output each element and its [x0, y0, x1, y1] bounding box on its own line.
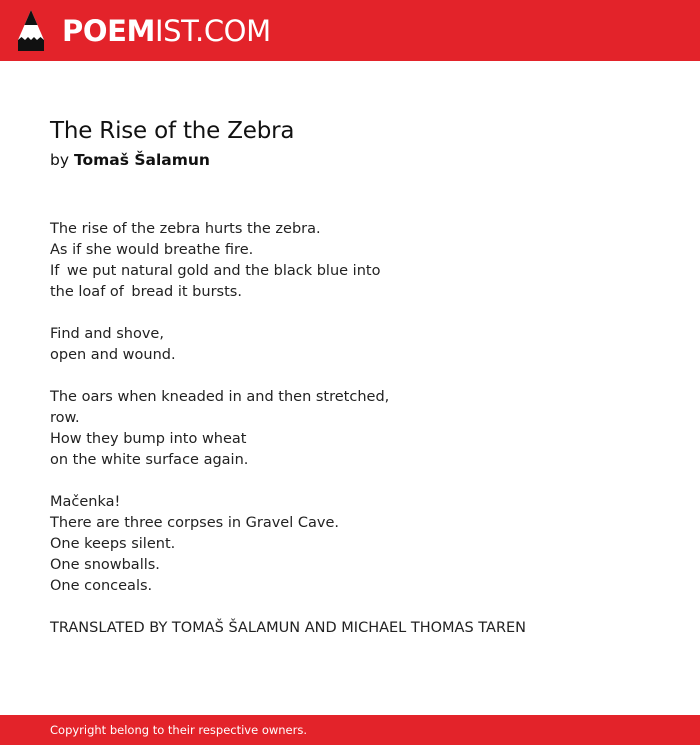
site-logo[interactable]	[62, 14, 271, 48]
poem-line: the loaf of bread it bursts.	[50, 284, 242, 300]
poem-line: How they bump into wheat	[50, 431, 247, 447]
poem-line: One snowballs.	[50, 557, 160, 573]
by-label: by	[50, 151, 70, 169]
site-footer	[0, 715, 700, 745]
poem-line: Find and shove,	[50, 326, 164, 342]
stanza	[50, 219, 670, 303]
poem-heading	[50, 116, 670, 171]
poem-line: There are three corpses in Gravel Cave.	[50, 515, 339, 531]
pencil-tip-icon[interactable]	[18, 10, 44, 51]
logo-bold-text: POEM	[62, 14, 155, 48]
poem-line: One conceals.	[50, 578, 153, 594]
poem-line: row.	[50, 410, 80, 426]
poem-line: One keeps silent.	[50, 536, 176, 552]
author-name: Tomaš Šalamun	[73, 151, 210, 169]
poem-line: open and wound.	[50, 347, 176, 363]
poem-line: Mačenka!	[50, 494, 121, 510]
poem-line: As if she would breathe fire.	[50, 242, 254, 258]
translator-credit: TRANSLATED BY TOMAŠ ŠALAMUN AND MICHAEL THOMAS TAREN	[50, 620, 527, 636]
stanza	[50, 387, 670, 471]
site-header	[0, 0, 700, 61]
poem-body	[50, 219, 670, 639]
poem-title: The Rise of the Zebra	[50, 118, 295, 144]
poem-line: The oars when kneaded in and then stretched,	[50, 389, 390, 405]
copyright-notice: Copyright belong to their respective owners.	[50, 723, 308, 737]
stanza	[50, 492, 670, 597]
logo-light-text: IST.COM	[154, 14, 271, 48]
byline	[50, 149, 670, 171]
poem-line: on the white surface again.	[50, 452, 249, 468]
poem-line: If we put natural gold and the black blue into	[50, 263, 381, 279]
poem-line: The rise of the zebra hurts the zebra.	[50, 221, 321, 237]
stanza	[50, 324, 670, 366]
